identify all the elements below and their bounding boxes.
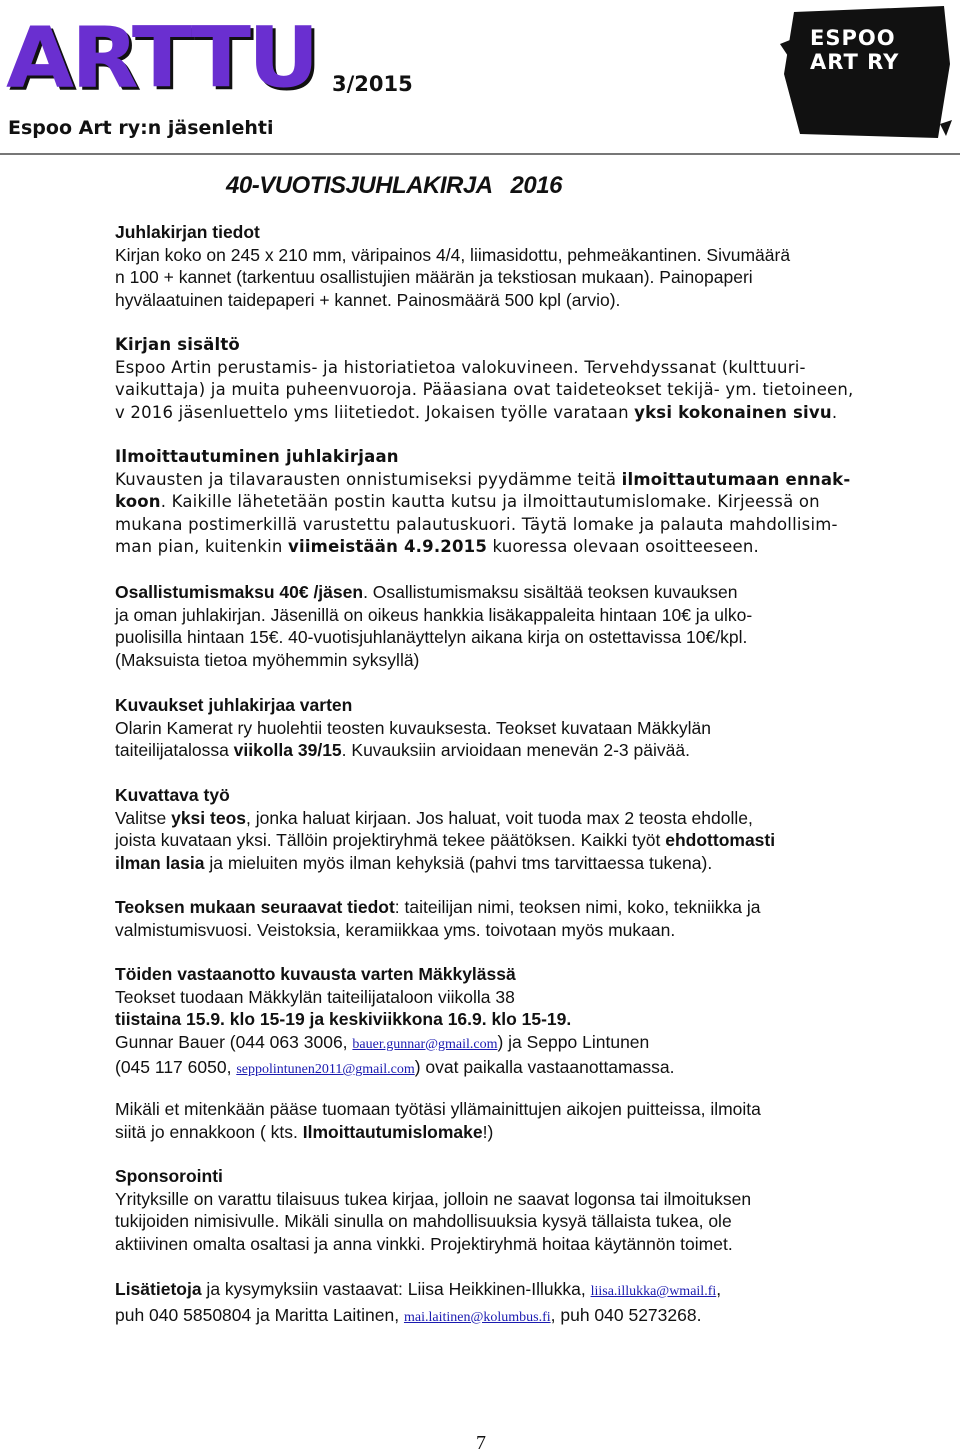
text-bold: ilman lasia	[115, 852, 205, 873]
section-vastaanotto	[115, 963, 895, 1082]
text-run: Valitse	[115, 807, 172, 828]
text-run: : taiteilijan nimi, teoksen nimi, koko, tekniikka ja	[394, 897, 761, 917]
text-run: taiteilijatalossa	[115, 740, 234, 760]
text-line	[115, 829, 895, 852]
badge-line-1: ESPOO	[810, 26, 896, 50]
text-line	[115, 896, 895, 919]
text-line	[115, 852, 895, 875]
section-heading: Kuvaukset juhlakirjaa varten	[115, 695, 353, 715]
text-run: man pian, kuitenkin	[115, 537, 289, 556]
badge-line-2: ART RY	[810, 50, 900, 74]
header-divider	[0, 153, 960, 155]
text-bold: Osallistumismaksu 40€ /jäsen	[115, 582, 364, 602]
text-run: kuoressa olevaan osoitteeseen.	[487, 537, 759, 556]
email-link[interactable]: seppolintunen2011@gmail.com	[236, 1062, 415, 1077]
text-line: puolisilla hintaan 15€. 40-vuotisjuhlanäyttelyn aikana kirja on ostettavissa 10€/kpl.	[115, 627, 748, 647]
text-run: Kuvausten ja tilavarausten onnistumiseksi pyydämme teitä	[115, 469, 622, 489]
text-line	[115, 1304, 895, 1330]
text-line	[115, 1031, 895, 1057]
text-line	[115, 1008, 895, 1031]
text-run: puh 040 5850804 ja Maritta Laitinen,	[115, 1304, 404, 1325]
section-lisatiedot	[115, 1278, 895, 1329]
text-bold: koon	[115, 492, 161, 511]
title-year: 2016	[510, 172, 562, 199]
text-bold: viikolla 39/15	[233, 740, 342, 760]
text-bold: Lisätietoja	[115, 1279, 202, 1299]
text-line	[115, 469, 895, 492]
text-bold: ehdottomasti	[665, 830, 776, 850]
text-line: (Maksuista tietoa myöhemmin syksyllä)	[115, 649, 420, 670]
email-link[interactable]: mai.laitinen@kolumbus.fi	[403, 1309, 551, 1325]
section-juhlakirjan-tiedot	[115, 221, 895, 311]
text-line	[115, 581, 895, 604]
text-bold: Ilmoittautumislomake	[302, 1121, 483, 1142]
title-text: 40-VUOTISJUHLAKIRJA	[226, 172, 493, 199]
page-title	[226, 172, 562, 200]
text-line	[115, 1121, 895, 1144]
text-line: vaikuttaja) ja muita puheenvuoroja. Pääasiana ovat taideteokset tekijä- ym. tietoineen,	[115, 380, 854, 399]
text-line: n 100 + kannet (tarkentuu osallistujien määrän ja tekstiosan mukaan). Painopaperi	[115, 267, 753, 287]
text-line	[115, 402, 895, 425]
section-kuvaukset	[115, 694, 895, 762]
newsletter-subtitle: Espoo Art ry:n jäsenlehti	[8, 117, 274, 139]
text-line: tukijoiden nimisivulle. Mikäli sinulla on mahdollisuuksia kysyä tällaista tukea, ole	[115, 1211, 732, 1231]
email-link[interactable]: bauer.gunnar@gmail.com	[352, 1036, 498, 1052]
text-line: aktiivinen omalta osaltasi ja anna vinkki. Projektiryhmä hoitaa käytännön toimet.	[115, 1233, 733, 1254]
text-line	[115, 536, 895, 559]
text-run: v 2016 jäsenluettelo yms liitetiedot. Jokaisen työlle varataan	[115, 402, 635, 422]
section-ilmoittautuminen	[115, 446, 895, 559]
text-line: Yrityksille on varattu tilaisuus tukea kirjaa, jolloin ne saavat logonsa tai ilmoituksen	[115, 1188, 752, 1209]
email-link[interactable]: liisa.illukka@wmail.fi	[590, 1284, 717, 1299]
text-bold: Teoksen mukaan seuraavat tiedot	[115, 897, 395, 917]
section-heading: Töiden vastaanotto kuvausta varten Mäkkylässä	[115, 964, 516, 984]
text-run: (045 117 6050,	[115, 1057, 237, 1077]
text-bold: viimeistään 4.9.2015	[288, 537, 488, 556]
page-number: 7	[476, 1432, 486, 1454]
text-run: ) ovat paikalla vastaanottamassa.	[414, 1057, 675, 1077]
section-kirjan-sisalto	[115, 334, 895, 424]
text-run: joista kuvataan yksi. Tällöin projektiryhmä tekee päätöksen. Kaikki työt	[115, 830, 666, 850]
arttu-logo: ARTTU	[6, 8, 317, 107]
section-sponsorointi	[115, 1165, 895, 1255]
section-heading: Juhlakirjan tiedot	[115, 222, 260, 242]
text-line: hyvälaatuinen taidepaperi + kannet. Painosmäärä 500 kpl (arvio).	[115, 289, 621, 310]
section-heading: Kirjan sisältö	[115, 335, 240, 354]
text-run: . Osallistumismaksu sisältää teoksen kuvauksen	[363, 582, 738, 602]
text-bold: ilmoittautumaan ennak-	[621, 469, 851, 489]
section-mikali	[115, 1098, 895, 1143]
section-heading: Ilmoittautuminen juhlakirjaan	[115, 447, 399, 466]
text-run: ja mieluiten myös ilman kehyksiä (pahvi tms tarvittaessa tukena).	[204, 852, 713, 873]
text-line	[115, 491, 895, 514]
section-heading: Sponsorointi	[115, 1166, 223, 1186]
text-run: ja kysymyksiin vastaavat: Liisa Heikkinen-Illukka,	[201, 1279, 591, 1299]
text-run: , jonka haluat kirjaan. Jos haluat, voit tuoda max 2 teosta ehdolle,	[246, 807, 753, 828]
section-teoksen-tiedot	[115, 896, 895, 941]
text-run: siitä jo ennakkoon ( kts.	[115, 1121, 303, 1142]
text-run: Gunnar Bauer (044 063 3006,	[115, 1031, 353, 1052]
text-line: ja oman juhlakirjan. Jäsenillä on oikeus hankkia lisäkappaleita hintaan 10€ ja ulko-	[115, 604, 753, 625]
text-run: .	[831, 402, 838, 422]
text-bold: yksi kokonainen sivu	[634, 402, 832, 422]
badge-text	[810, 26, 899, 74]
text-line: Espoo Artin perustamis- ja historiatietoa valokuvineen. Tervehdyssanat (kulttuuri-	[115, 357, 806, 377]
text-line	[115, 1056, 895, 1082]
text-line	[115, 1278, 895, 1304]
text-line: Kirjan koko on 245 x 210 mm, väripainos 4/4, liimasidottu, pehmeäkantinen. Sivumäärä	[115, 244, 791, 265]
text-run: . Kuvauksiin arvioidaan menevän 2-3 päivää.	[341, 740, 690, 760]
text-line: Mikäli et mitenkään pääse tuomaan työtäsi yllämainittujen aikojen puitteissa, ilmoita	[115, 1099, 761, 1119]
text-line: valmistumisvuosi. Veistoksia, keramiikkaa yms. toivotaan myös mukaan.	[115, 919, 676, 940]
issue-number: 3/2015	[332, 72, 413, 96]
section-heading: Kuvattava työ	[115, 785, 230, 805]
text-line	[115, 807, 895, 830]
text-run: , puh 040 5273268.	[550, 1304, 702, 1325]
text-line: Olarin Kamerat ry huolehtii teosten kuvauksesta. Teokset kuvataan Mäkkylän	[115, 717, 711, 738]
text-bold: tiistaina 15.9. klo 15-19 ja keskiviikkona 16.9. klo 15-19.	[115, 1009, 572, 1029]
text-run: ) ja Seppo Lintunen	[497, 1031, 650, 1052]
section-kuvattava-tyo	[115, 784, 895, 874]
text-line	[115, 739, 895, 762]
text-bold: yksi teos	[171, 807, 246, 828]
text-run: . Kaikille lähetetään postin kautta kutsu ja ilmoittautumislomake. Kirjeessä on	[160, 492, 820, 511]
text-line: mukana postimerkillä varustettu palautuskuori. Täytä lomake ja palauta mahdollisim-	[115, 514, 838, 534]
text-line: Teokset tuodaan Mäkkylän taiteilijataloon viikolla 38	[115, 986, 515, 1007]
text-run: !)	[482, 1121, 494, 1142]
section-osallistumismaksu	[115, 581, 895, 671]
text-run: ,	[716, 1279, 722, 1299]
